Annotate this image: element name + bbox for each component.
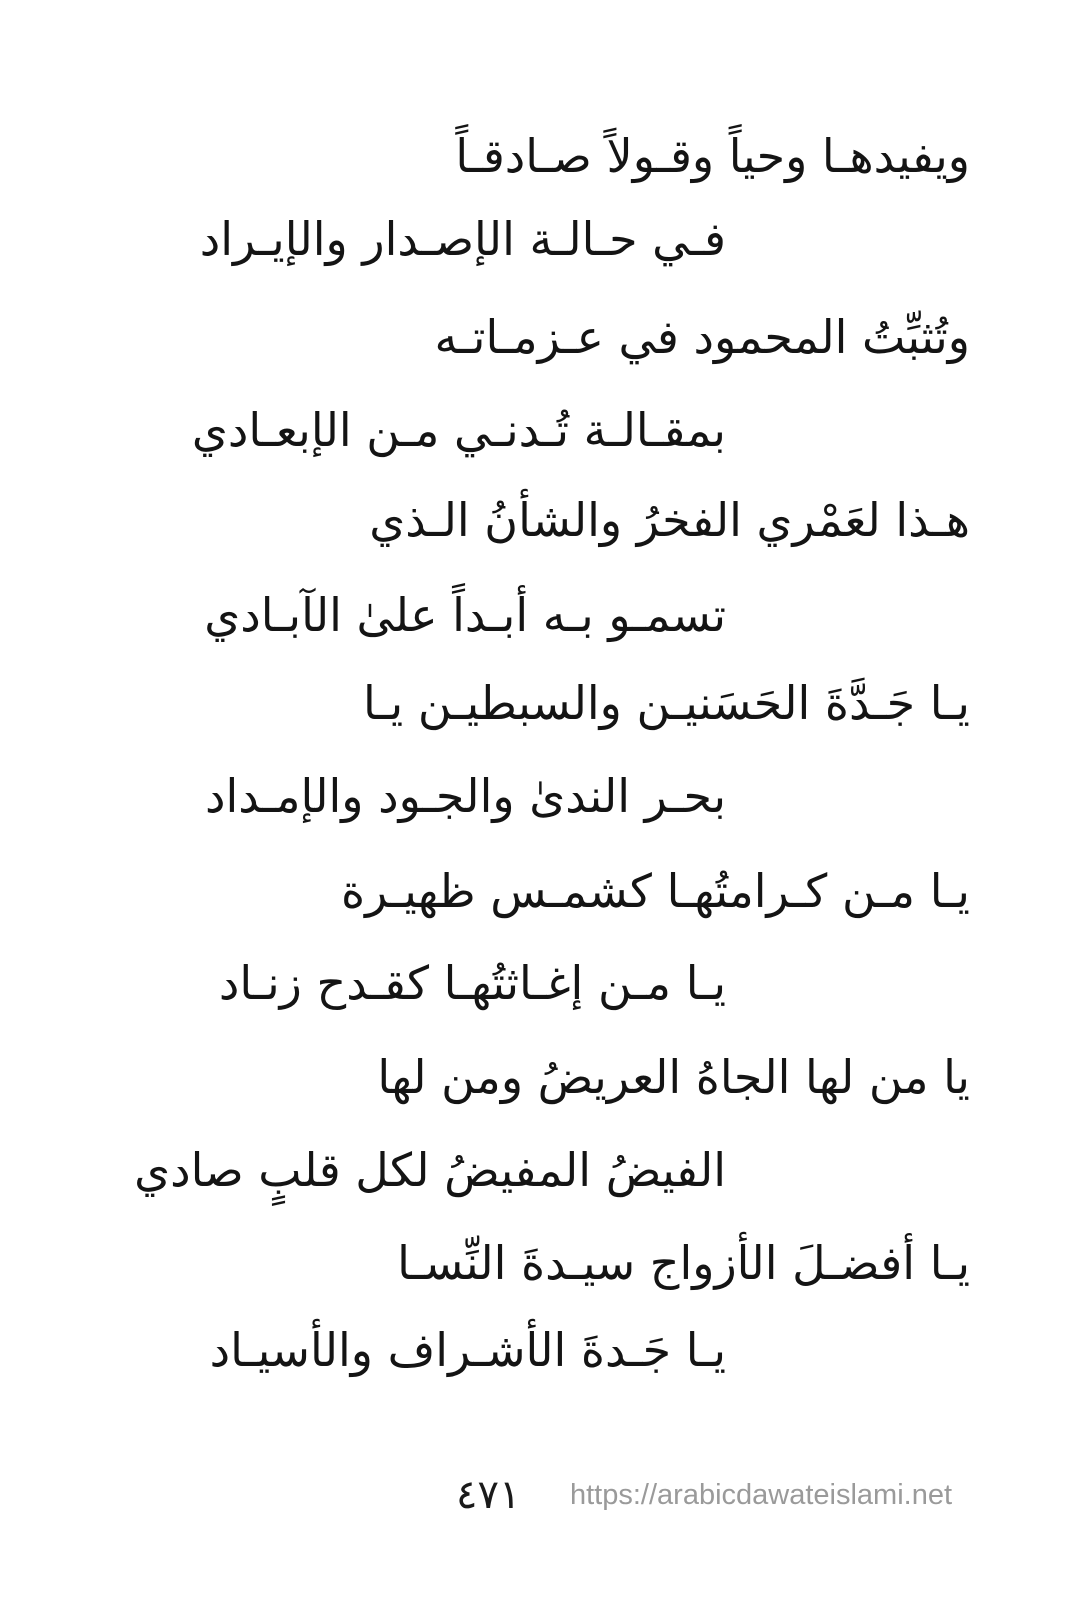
page-number: ٤٧١ xyxy=(456,1472,521,1518)
verse-line-6: تسمـو بـه أبـداً علىٰ الآبـادي xyxy=(204,588,726,642)
verse-line-8: بحـر الندىٰ والجـود والإمـداد xyxy=(204,769,726,823)
verse-line-13: يـا أفضـلَ الأزواج سيـدةَ النِّسـا xyxy=(397,1236,970,1290)
verse-line-3: وتُثبِّتُ المحمود في عـزمـاتـه xyxy=(434,310,970,364)
verse-line-2: فـي حـالـة الإصـدار والإيـراد xyxy=(199,212,726,266)
verse-line-9: يـا مـن كـرامتُهـا كشمـس ظهيـرة xyxy=(341,864,970,918)
page-footer xyxy=(0,1472,1078,1525)
verse-line-14: يـا جَـدةَ الأشـراف والأسيـاد xyxy=(209,1323,726,1377)
verse-line-10: يـا مـن إغـاثتُهـا كقـدح زنـاد xyxy=(218,956,726,1010)
verse-line-12: الفيضُ المفيضُ لكل قلبٍ صادي xyxy=(134,1143,726,1197)
verse-line-7: يـا جَـدَّةَ الحَسَنيـن والسبطيـن يـا xyxy=(362,676,970,730)
verse-line-11: يا من لها الجاهُ العريضُ ومن لها xyxy=(377,1050,970,1104)
verse-line-4: بمقـالـة تُـدنـي مـن الإبعـادي xyxy=(191,403,726,457)
watermark-url: https://arabicdawateislami.net xyxy=(570,1479,953,1511)
verse-line-1: ويفيدهـا وحياً وقـولاً صـادقـاً xyxy=(455,129,970,183)
verse-line-5: هـذا لعَمْري الفخرُ والشأنُ الـذي xyxy=(369,493,970,547)
